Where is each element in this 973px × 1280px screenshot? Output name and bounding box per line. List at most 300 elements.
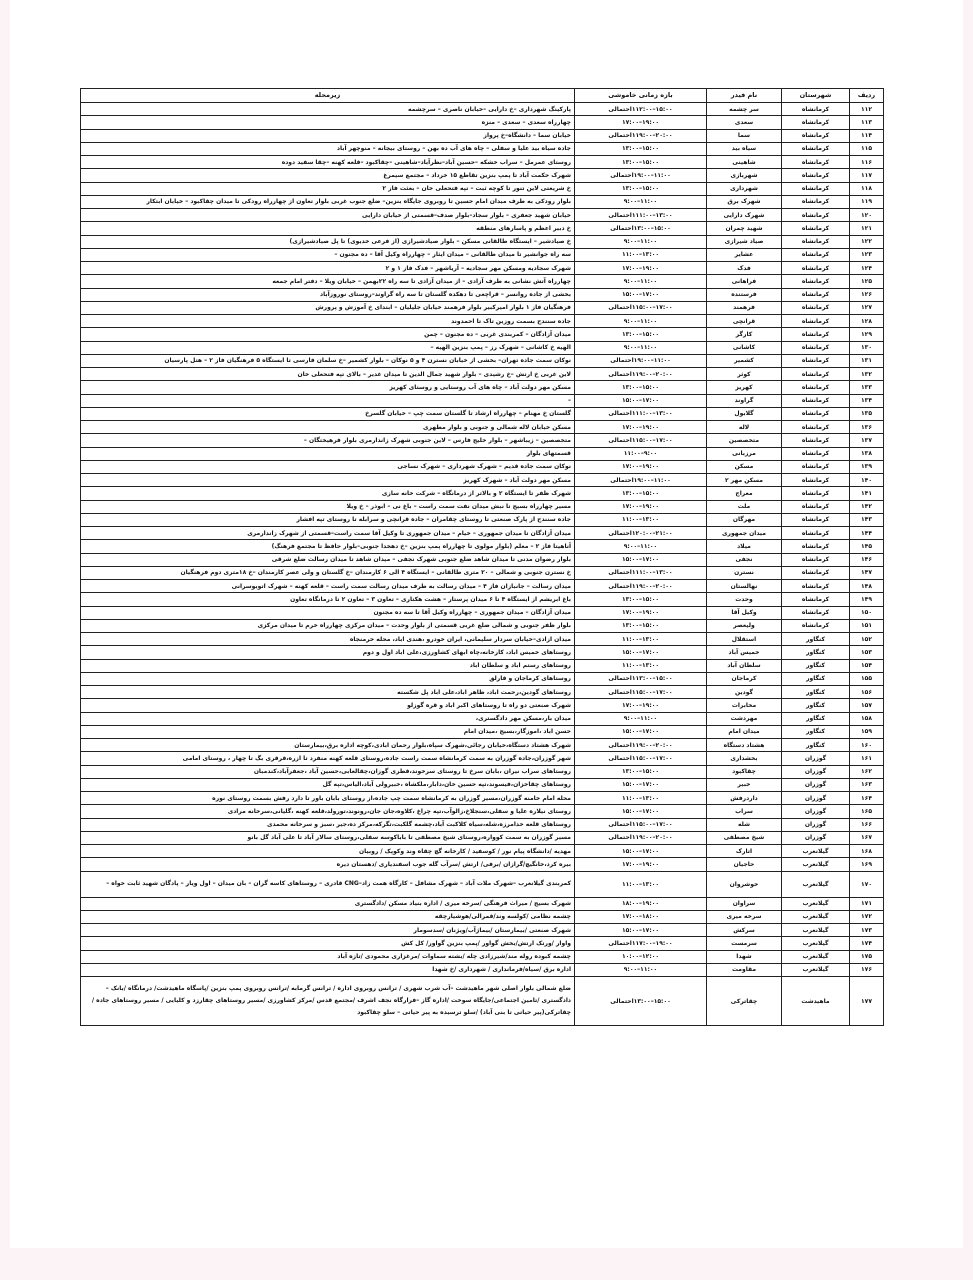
- outage-time-cell: ۱۳:۰۰–۱۱۱:۰۰احتمالی: [575, 566, 707, 579]
- outage-time-cell: ۱۷:۰۰–۱۱۵:۰۰احتمالی: [575, 818, 707, 831]
- area-cell: مسیر چهارراه بسیج تا نبش میدان نفت سمت راست – باغ نی – ابوذر – خ ویلا: [81, 500, 575, 513]
- outage-time-cell: ۱۵:۰۰–۱۳:۰۰: [575, 765, 707, 778]
- row-number-cell: ۱۱۷: [850, 169, 884, 182]
- row-number-cell: ۱۱۶: [850, 156, 884, 169]
- row-number-cell: ۱۷۷: [850, 977, 884, 1026]
- city-cell: گیلانغرب: [782, 897, 850, 910]
- table-row: [81, 739, 884, 752]
- outage-time-cell: ۱۷:۰۰–۱۵:۰۰: [575, 924, 707, 937]
- row-number-cell: ۱۶۵: [850, 805, 884, 818]
- city-cell: کرمانشاه: [782, 500, 850, 513]
- table-row: [81, 328, 884, 341]
- area-cell: حسن اباد ،اموزگار،بسیج ،میدان امام: [81, 725, 575, 738]
- city-cell: کرمانشاه: [782, 288, 850, 301]
- row-number-cell: ۱۶۲: [850, 765, 884, 778]
- row-number-cell: ۱۴۹: [850, 593, 884, 606]
- feeder-cell: چقاکبود: [707, 765, 782, 778]
- area-cell: بیره کرد،خانگیچ/گرازان /برفی/ ارتش /سرآب گله جوب اسفندیاری /دهستان دیره: [81, 858, 575, 871]
- outage-time-cell: ۱۱:۰۰–۹:۰۰: [575, 341, 707, 354]
- city-cell: کرمانشاه: [782, 248, 850, 261]
- row-number-cell: ۱۵۷: [850, 699, 884, 712]
- area-cell: خ صیادشیر – ایستگاه طالقانی مسکن – بلوار صیادشیرازی (از فرعی خدیوی) تا پل صیادشیرازی): [81, 235, 575, 248]
- area-cell: چهارراه آتش نشانی به طرف آزادی – از میدان آزادی تا سه راه ۲۲بهمن – خیابان ویلا – دفتر امام جمعه: [81, 275, 575, 288]
- table-row: [81, 460, 884, 473]
- row-number-cell: ۱۴۱: [850, 487, 884, 500]
- row-number-cell: ۱۷۰: [850, 871, 884, 897]
- table-row: [81, 845, 884, 858]
- area-cell: جاده سنندج از پارک صنعتی تا روستای چقامران – جاده قرانچی و سرابله تا روستای تپه افشار: [81, 513, 575, 526]
- table-row: [81, 540, 884, 553]
- table-row: [81, 209, 884, 222]
- table-row: [81, 831, 884, 844]
- city-cell: کنگاور: [782, 725, 850, 738]
- row-number-cell: ۱۴۶: [850, 553, 884, 566]
- city-cell: کرمانشاه: [782, 474, 850, 487]
- city-cell: کرمانشاه: [782, 553, 850, 566]
- area-cell: ضلع شمالی بلوار اصلی شهر ماهیدشت –آب شرب شهری / ترانس روبروی اداره / ترانس گرمابه /ترانس روبروی پمپ بنزین /پاسگاه ماهیدشت/ درمانگاه /بانک – دادگستری /تامین اجتماعی/جایگاه سوخت /اداره گاز –فرارگاه نجف اشرف /مجتمع قدس /مرکز کشاورزی /مسیر روستاهای چقارزد و کلیایی / مسیر روستاهای جاده / چقاترکی(پیر حیاتی تا بنی آباد) /سلو ترسیده به پیر حیاتی – سلو چقاکبود: [81, 977, 575, 1026]
- feeder-cell: شله: [707, 818, 782, 831]
- area-cell: میدان رسالت – جانبازان فاز ۴ – میدان رسالت به طرف میدان رسالت سمت راست – قلعه کهنه – شهرک اتوبوسرانی: [81, 580, 575, 593]
- outage-time-cell: ۱۵:۰۰–۱۳:۰۰: [575, 593, 707, 606]
- city-cell: کرمانشاه: [782, 394, 850, 407]
- area-cell: میدان بار،مسکن مهر دادگستری،: [81, 712, 575, 725]
- feeder-cell: مسکن مهر ۲: [707, 474, 782, 487]
- city-cell: کرمانشاه: [782, 156, 850, 169]
- feeder-cell: سراب: [707, 805, 782, 818]
- feeder-cell: فراهانی: [707, 275, 782, 288]
- row-number-cell: ۱۴۸: [850, 580, 884, 593]
- table-row: [81, 686, 884, 699]
- feeder-cell: ملت: [707, 500, 782, 513]
- table-row: [81, 381, 884, 394]
- feeder-cell: حاجیان: [707, 858, 782, 871]
- table-row: [81, 765, 884, 778]
- area-cell: میدان آزادگان تا میدان جمهوری – خیام – میدان جمهوری تا وکیل آقا سمت راست–قسمتی از شهرک زاندارمری: [81, 527, 575, 540]
- outage-time-cell: ۱۳:۰۰–۱۱۱:۰۰احتمالی: [575, 407, 707, 420]
- feeder-cell: داردرفش: [707, 792, 782, 805]
- table-row: [81, 858, 884, 871]
- table-row: [81, 407, 884, 420]
- city-cell: کرمانشاه: [782, 301, 850, 314]
- area-cell: لاین غربی خ ارتش –خ رشیدی – بلوار شهید جمال الدین تا میدان غدیر – بالای تپه فتحعلی خان: [81, 368, 575, 381]
- row-number-cell: ۱۲۲: [850, 235, 884, 248]
- row-number-cell: ۱۳۹: [850, 460, 884, 473]
- area-cell: خ دبیر اعظم و پاسارهای منطقه: [81, 222, 575, 235]
- table-row: [81, 222, 884, 235]
- city-cell: گیلانغرب: [782, 858, 850, 871]
- area-cell: مسکن مهر دولت آباد – شهرک کهریز: [81, 474, 575, 487]
- outage-schedule-table: [80, 88, 884, 1026]
- row-number-cell: ۱۵۹: [850, 725, 884, 738]
- feeder-cell: نجفی: [707, 553, 782, 566]
- city-cell: کرمانشاه: [782, 182, 850, 195]
- outage-time-cell: ۱۵:۰۰–۱۳:۰۰: [575, 619, 707, 632]
- city-cell: کرمانشاه: [782, 381, 850, 394]
- outage-time-cell: ۱۳:۰۰–۱۱:۰۰: [575, 513, 707, 526]
- row-number-cell: ۱۵۵: [850, 672, 884, 685]
- outage-time-cell: ۱۹:۰۰–۱۷:۰۰: [575, 500, 707, 513]
- area-cell: مهدیه /دانشگاه پیام نور / کوسفید / کارخانه گچ چقاه وند وکوپک / روبیان: [81, 845, 575, 858]
- area-cell: نوکان سمت جاده تهران– بخشی از خیابان نسترن ۴ و ۵ نوکان – بلوار کشمیر –خ سلمان فارسی تا ایستگاه ۵ فرهنگیان فاز ۲ – هتل پارسیان: [81, 354, 575, 367]
- table-row: [81, 792, 884, 805]
- row-number-cell: ۱۳۳: [850, 381, 884, 394]
- outage-time-cell: ۱۵:۰۰–۱۱۳:۰۰احتمالی: [575, 672, 707, 685]
- area-cell: محله امام خامنه گوزران،مسیر گوزران به کرمانشاه سمت چپ جاده،از روستای بابان باور تا دارد رفش بسمت روستای نوره: [81, 792, 575, 805]
- area-cell: متخصصین – زیباشهر – بلوار خلیج فارس – لاین جنوبی شهرک زاندارمری بلوار فرهیختگان –: [81, 434, 575, 447]
- feeder-cell: خمیس آباد: [707, 646, 782, 659]
- table-row: [81, 235, 884, 248]
- outage-time-cell: ۱۹:۰۰–۱۸:۰۰: [575, 897, 707, 910]
- area-cell: روستاهای چقاخزان،فیسوند،تپه حسین خان،دابار،ملکشاه ،خبیرولی آباد،الیاس،تپه گل: [81, 778, 575, 791]
- city-cell: کرمانشاه: [782, 619, 850, 632]
- feeder-cell: خبیر: [707, 778, 782, 791]
- feeder-cell: سلطان آباد: [707, 659, 782, 672]
- row-number-cell: ۱۴۵: [850, 540, 884, 553]
- city-cell: کنگاور: [782, 686, 850, 699]
- feeder-cell: متخصصین: [707, 434, 782, 447]
- feeder-cell: مخابرات: [707, 699, 782, 712]
- row-number-cell: ۱۵۶: [850, 686, 884, 699]
- feeder-cell: مرزبانی: [707, 447, 782, 460]
- area-cell: الهیه خ کاشانی – شهرک رز – پمپ بنزین الهیه –: [81, 341, 575, 354]
- row-number-cell: ۱۱۴: [850, 129, 884, 142]
- area-cell: سه راه جوانشیر تا میدان طالقانی – میدان ایثار – چهارراه وکیل آقا – ده مجنون –: [81, 248, 575, 261]
- table-row: [81, 712, 884, 725]
- city-cell: کرمانشاه: [782, 169, 850, 182]
- table-row: [81, 368, 884, 381]
- table-row: [81, 513, 884, 526]
- row-number-cell: ۱۲۱: [850, 222, 884, 235]
- area-cell: گلستان خ مهنام – چهارراه ارشاد تا گلستان سمت چپ – خیابان گلسرخ: [81, 407, 575, 420]
- feeder-cell: بخشداری: [707, 752, 782, 765]
- feeder-cell: شهدا: [707, 950, 782, 963]
- area-cell: پارکینگ شهرداری –خ دارایی –خیابان ناصری – سرچشمه: [81, 103, 575, 116]
- row-number-cell: ۱۷۶: [850, 963, 884, 976]
- table-row: [81, 950, 884, 963]
- feeder-cell: اتارک: [707, 845, 782, 858]
- city-cell: گوزران: [782, 778, 850, 791]
- feeder-cell: کوثر: [707, 368, 782, 381]
- outage-time-cell: ۲۰:۰۰–۱۱۹:۰۰احتمالی: [575, 831, 707, 844]
- area-cell: خ نسترن جنوبی و شمالی – ۲۰ متری طالقانی – ایستگاه ۴ الی ۶ کارمندان –خ گلستان و ولی عصر کارمندان –خ ۱۸متری دوم فرهنگیان: [81, 566, 575, 579]
- feeder-cell: سما: [707, 129, 782, 142]
- row-number-cell: ۱۶۳: [850, 778, 884, 791]
- city-cell: کنگاور: [782, 712, 850, 725]
- area-cell: نوکان سمت جاده قدیم – شهرک شهرداری – شهرک نساجی: [81, 460, 575, 473]
- outage-time-cell: ۱۷:۰۰–۱۵:۰۰: [575, 725, 707, 738]
- outage-time-cell: ۱۳:۰۰–۱۱:۰۰: [575, 633, 707, 646]
- city-cell: کنگاور: [782, 672, 850, 685]
- area-cell: کمربندی گیلانغرب –شهرک ملات آباد – شهرک مشافل – کارگاه همت زاد–CNG قادری – روستاهای کاسه گران – بان میدان – اول ویار – پادگان شهید ثابت خواه –: [81, 871, 575, 897]
- table-row: [81, 262, 884, 275]
- area-cell: خیابان سما – دانشگاه–خ پرواز: [81, 129, 575, 142]
- table-row: [81, 248, 884, 261]
- outage-time-cell: ۱۷:۰۰–۱۱۵:۰۰احتمالی: [575, 686, 707, 699]
- outage-time-cell: ۲۰:۰۰–۱۱۹:۰۰احتمالی: [575, 739, 707, 752]
- outage-time-cell: ۱۷:۰۰–۱۵:۰۰: [575, 553, 707, 566]
- row-number-cell: ۱۶۰: [850, 739, 884, 752]
- row-number-cell: ۱۶۱: [850, 752, 884, 765]
- table-row: [81, 553, 884, 566]
- outage-time-cell: ۱۷:۰۰–۱۵:۰۰: [575, 805, 707, 818]
- area-cell: شهرک هشتاد دستگاه،خیابان رجائی،شهرک سپاه،بلوار رحمان ابادی،کوچه اداره برق،بیمارستان: [81, 739, 575, 752]
- outage-time-cell: ۱۳:۰۰–۱۱:۰۰: [575, 792, 707, 805]
- outage-time-cell: ۱۷:۰۰–۱۵:۰۰: [575, 778, 707, 791]
- area-cell: شهرک سجادیه ومسکن مهر سجادیه – آریاشهر – فدک فاز ۱ و ۲: [81, 262, 575, 275]
- city-cell: گیلانغرب: [782, 871, 850, 897]
- city-cell: گیلانغرب: [782, 963, 850, 976]
- feeder-cell: میلاد: [707, 540, 782, 553]
- area-cell: شهرک حکمت آباد تا پمپ بنزین تقاطع ۱۵ خرداد – مجتمع سیمرغ: [81, 169, 575, 182]
- table-row: [81, 937, 884, 950]
- row-number-cell: ۱۲۹: [850, 328, 884, 341]
- feeder-cell: مسکن: [707, 460, 782, 473]
- feeder-cell: کاشانی: [707, 341, 782, 354]
- feeder-cell: کشمیر: [707, 354, 782, 367]
- row-number-cell: ۱۵۱: [850, 619, 884, 632]
- outage-time-cell: ۱۵:۰۰–۱۳:۰۰: [575, 156, 707, 169]
- area-cell: باغ ابریشم از ایستگاه ۴ تا ۶ میدان پرستار – هشت هکتاری – تعاون ۳ – تعاون ۲ تا درمانگاه تعاون: [81, 593, 575, 606]
- outage-time-cell: ۱۷:۰۰–۱۵:۰۰: [575, 288, 707, 301]
- feeder-cell: ولیعصر: [707, 619, 782, 632]
- outage-time-cell: ۱۱:۰۰–۹:۰۰: [575, 235, 707, 248]
- city-cell: کرمانشاه: [782, 487, 850, 500]
- city-cell: کرمانشاه: [782, 354, 850, 367]
- city-cell: گوزران: [782, 818, 850, 831]
- table-row: [81, 487, 884, 500]
- row-number-cell: ۱۵۰: [850, 606, 884, 619]
- feeder-cell: شهید چمران: [707, 222, 782, 235]
- area-cell: شهر گوزران،جاده گوزران به سمت کرمانشاه سمت راست جاده،روستای قلعه کهنه منفرد تا ازره،قرقری بگ تا چهار ، روستای امامی: [81, 752, 575, 765]
- table-row: [81, 633, 884, 646]
- feeder-cell: شهرک برق: [707, 195, 782, 208]
- header-feeder: نام فیدر: [707, 89, 782, 103]
- outage-time-cell: ۱۳:۰۰–۱۱۱:۰۰احتمالی: [575, 209, 707, 222]
- table-row: [81, 116, 884, 129]
- outage-time-cell: ۱۹:۰۰–۱۷:۰۰: [575, 116, 707, 129]
- row-number-cell: ۱۲۶: [850, 288, 884, 301]
- outage-time-cell: ۱۵:۰۰–۱۳:۰۰: [575, 328, 707, 341]
- row-number-cell: ۱۷۲: [850, 910, 884, 923]
- city-cell: کنگاور: [782, 659, 850, 672]
- area-cell: –: [81, 394, 575, 407]
- city-cell: کرمانشاه: [782, 447, 850, 460]
- outage-time-cell: ۱۸:۰۰–۱۷:۰۰: [575, 910, 707, 923]
- area-cell: چشمه نظامی /کولسه وند/قمرالی/هوشیارچقه: [81, 910, 575, 923]
- outage-time-cell: ۱۲:۰۰–۱۰:۰۰: [575, 950, 707, 963]
- feeder-cell: فرستنده: [707, 288, 782, 301]
- table-row: [81, 341, 884, 354]
- row-number-cell: ۱۳۰: [850, 341, 884, 354]
- area-cell: مسیر گوزران به سمت کوواره،روستای شیخ مصطفی تا باباکوسه سفلی،روستای سالار آباد تا علی آباد گل بانو: [81, 831, 575, 844]
- table-row: [81, 566, 884, 579]
- city-cell: گیلانغرب: [782, 910, 850, 923]
- feeder-cell: سرخه میری: [707, 910, 782, 923]
- row-number-cell: ۱۱۹: [850, 195, 884, 208]
- feeder-cell: نهالستان: [707, 580, 782, 593]
- outage-time-cell: ۱۷:۰۰–۱۵:۰۰: [575, 394, 707, 407]
- row-number-cell: ۱۳۷: [850, 434, 884, 447]
- row-number-cell: ۱۶۶: [850, 818, 884, 831]
- table-row: [81, 103, 884, 116]
- outage-time-cell: ۱۹:۰۰–۱۷:۰۰: [575, 460, 707, 473]
- city-cell: کرمانشاه: [782, 262, 850, 275]
- feeder-cell: شهرک دارایی: [707, 209, 782, 222]
- outage-time-cell: ۱۳:۰۰–۱۱:۰۰: [575, 659, 707, 672]
- row-number-cell: ۱۳۵: [850, 407, 884, 420]
- outage-time-cell: ۹:۰۰–۱۱:۰۰: [575, 447, 707, 460]
- feeder-cell: شاهینی: [707, 156, 782, 169]
- city-cell: کرمانشاه: [782, 540, 850, 553]
- feeder-cell: استقلال: [707, 633, 782, 646]
- feeder-cell: گراوند: [707, 394, 782, 407]
- area-cell: میدان ازادی–خیابان سردار سلیمانی، ایران خودرو ،هندی اباد، محله خرمنجاه: [81, 633, 575, 646]
- area-cell: فرهنگیان فاز ۱ بلوار امیرکبیر بلوار فرهمند خیابان جلیلیان – ابتدای خ آموزش و پرورش: [81, 301, 575, 314]
- table-row: [81, 805, 884, 818]
- outage-time-cell: ۲۰:۰۰–۱۱۹:۰۰احتمالی: [575, 368, 707, 381]
- table-body: [81, 103, 884, 1026]
- area-cell: روستای نیلاره علیا و سفلی،سنجلاخ،زالوآب،تپه چراغ ،کلاوه،جان جان،رونوند،تورولد،قلعه کهنه ،گلیانی،سرخانه مرادی: [81, 805, 575, 818]
- city-cell: کنگاور: [782, 646, 850, 659]
- city-cell: کرمانشاه: [782, 116, 850, 129]
- feeder-cell: خوشروان: [707, 871, 782, 897]
- city-cell: کرمانشاه: [782, 341, 850, 354]
- outage-time-cell: ۱۹:۰۰–۱۷:۰۰: [575, 858, 707, 871]
- feeder-cell: شهرداری: [707, 182, 782, 195]
- city-cell: کنگاور: [782, 739, 850, 752]
- feeder-cell: سیاه بید: [707, 142, 782, 155]
- table-row: [81, 354, 884, 367]
- feeder-cell: عشایر: [707, 248, 782, 261]
- row-number-cell: ۱۳۲: [850, 368, 884, 381]
- row-number-cell: ۱۷۴: [850, 937, 884, 950]
- area-cell: روستاهای قلعه خدامرزه،شله،سیاه کلاکبت آباد،چشمه گلکبت،تگرکه،مرکز ده،جیر ،سبز و سرخانه محمدی: [81, 818, 575, 831]
- city-cell: کرمانشاه: [782, 103, 850, 116]
- table-row: [81, 421, 884, 434]
- outage-time-cell: ۱۹:۰۰–۱۷:۰۰: [575, 699, 707, 712]
- table-row: [81, 619, 884, 632]
- area-cell: مسکن مهر دولت آباد – چاه های آب روستایی و روستای کهریز: [81, 381, 575, 394]
- feeder-cell: سر چشمه: [707, 103, 782, 116]
- table-row: [81, 672, 884, 685]
- outage-time-cell: ۱۵:۰۰–۱۳:۰۰: [575, 142, 707, 155]
- row-number-cell: ۱۳۴: [850, 394, 884, 407]
- city-cell: گوزران: [782, 752, 850, 765]
- area-cell: روستاهای رستم اباد و سلطان اباد: [81, 659, 575, 672]
- table-row: [81, 434, 884, 447]
- header-row-number: ردیف: [850, 89, 884, 103]
- row-number-cell: ۱۷۵: [850, 950, 884, 963]
- table-row: [81, 924, 884, 937]
- table-row: [81, 394, 884, 407]
- area-cell: اداره برق /سیاه/فرمانداری / شهرداری /خ شهدا: [81, 963, 575, 976]
- feeder-cell: میدان امام: [707, 725, 782, 738]
- area-cell: میدان آزادگان – میدان جمهوری – چهارراه وکیل آقا تا سه ده مجنون: [81, 606, 575, 619]
- area-cell: چهارراه سعدی – سعدی – منزه: [81, 116, 575, 129]
- row-number-cell: ۱۴۲: [850, 500, 884, 513]
- city-cell: ماهیدشت: [782, 977, 850, 1026]
- row-number-cell: ۱۱۵: [850, 142, 884, 155]
- city-cell: کرمانشاه: [782, 328, 850, 341]
- city-cell: کرمانشاه: [782, 315, 850, 328]
- document-sheet: [10, 0, 963, 1248]
- row-number-cell: ۱۵۲: [850, 633, 884, 646]
- table-row: [81, 606, 884, 619]
- feeder-cell: معراج: [707, 487, 782, 500]
- city-cell: گوزران: [782, 792, 850, 805]
- feeder-cell: کارگر: [707, 328, 782, 341]
- row-number-cell: ۱۵۴: [850, 659, 884, 672]
- row-number-cell: ۱۳۶: [850, 421, 884, 434]
- area-cell: آناهیتا فاز ۲ – معلم (بلوار مولوی تا چهارراه پمپ بنزین –خ دهخدا جنوبی–بلوار حافظ تا مجتمع فرهنگ): [81, 540, 575, 553]
- table-row: [81, 963, 884, 976]
- table-row: [81, 977, 884, 1026]
- city-cell: کرمانشاه: [782, 527, 850, 540]
- city-cell: گوزران: [782, 765, 850, 778]
- row-number-cell: ۱۴۴: [850, 527, 884, 540]
- row-number-cell: ۱۶۷: [850, 831, 884, 844]
- city-cell: کرمانشاه: [782, 222, 850, 235]
- row-number-cell: ۱۴۳: [850, 513, 884, 526]
- table-row: [81, 447, 884, 460]
- row-number-cell: ۱۲۷: [850, 301, 884, 314]
- area-cell: شهرک بسیج / میراث فرهنگی /سرخه میری / اداره بنیاد مسکن /دادگستری: [81, 897, 575, 910]
- header-city: شهرستان: [782, 89, 850, 103]
- city-cell: کرمانشاه: [782, 606, 850, 619]
- feeder-cell: صیاد شیرازی: [707, 235, 782, 248]
- row-number-cell: ۱۶۹: [850, 858, 884, 871]
- table-row: [81, 169, 884, 182]
- area-cell: روستاهای سراب نیران ،بابان سرخ تا روستای سرخوند،قطری گوزان،چقالعابی،حسین آباد ،جعفرآباد،کندمبان: [81, 765, 575, 778]
- header-outage-time: بازه زمانی خاموشی: [575, 89, 707, 103]
- table-row: [81, 315, 884, 328]
- outage-time-cell: ۱۹:۰۰–۱۷:۰۰: [575, 262, 707, 275]
- area-cell: چشمه کبوده روله مند/شیرزادی چله /بشته سماوات /مرغزاری محمودی /تازه آباد: [81, 950, 575, 963]
- outage-time-cell: ۱۵:۰۰–۱۳:۰۰احتمالی: [575, 222, 707, 235]
- row-number-cell: ۱۴۰: [850, 474, 884, 487]
- area-cell: خ شریعتی لاین تنور تا کوچه ثبت – تپه فتحعلی خان – بعثت فاز ۲: [81, 182, 575, 195]
- feeder-cell: سرمست: [707, 937, 782, 950]
- table-row: [81, 752, 884, 765]
- feeder-cell: کرماجان: [707, 672, 782, 685]
- table-header-row: [81, 89, 884, 103]
- city-cell: کرمانشاه: [782, 275, 850, 288]
- table-row: [81, 725, 884, 738]
- table-row: [81, 871, 884, 897]
- feeder-cell: مقاومت: [707, 963, 782, 976]
- row-number-cell: ۱۵۳: [850, 646, 884, 659]
- feeder-cell: وحدت: [707, 593, 782, 606]
- area-cell: جاده سیاه بید علیا و سفلی – چاه های آب ده بهن – روستای بیجانه – منوچهر آباد: [81, 142, 575, 155]
- city-cell: کرمانشاه: [782, 407, 850, 420]
- outage-time-cell: ۱۱:۰۰–۹:۰۰: [575, 195, 707, 208]
- city-cell: گیلانغرب: [782, 845, 850, 858]
- row-number-cell: ۱۱۸: [850, 182, 884, 195]
- area-cell: واوار /ورتک ارتش/بخش گواور /پمپ بنزین گواور/ کل کش: [81, 937, 575, 950]
- area-cell: شهرک ظفر تا ایستگاه ۲ و بالاتر از درمانگاه – شرکت خانه سازی: [81, 487, 575, 500]
- outage-time-cell: ۲۰:۰۰–۱۱۹:۰۰احتمالی: [575, 580, 707, 593]
- table-row: [81, 474, 884, 487]
- table-row: [81, 129, 884, 142]
- area-cell: میدان آزادگان – کمربندی غربی – ده مجنون – چمن: [81, 328, 575, 341]
- outage-time-cell: ۱۵:۰۰–۱۱۲:۰۰احتمالی: [575, 103, 707, 116]
- table-row: [81, 910, 884, 923]
- feeder-cell: گلابول: [707, 407, 782, 420]
- feeder-cell: میدان جمهوری: [707, 527, 782, 540]
- table-row: [81, 527, 884, 540]
- outage-time-cell: ۱۱:۰۰–۹:۰۰: [575, 712, 707, 725]
- feeder-cell: مهردشت: [707, 712, 782, 725]
